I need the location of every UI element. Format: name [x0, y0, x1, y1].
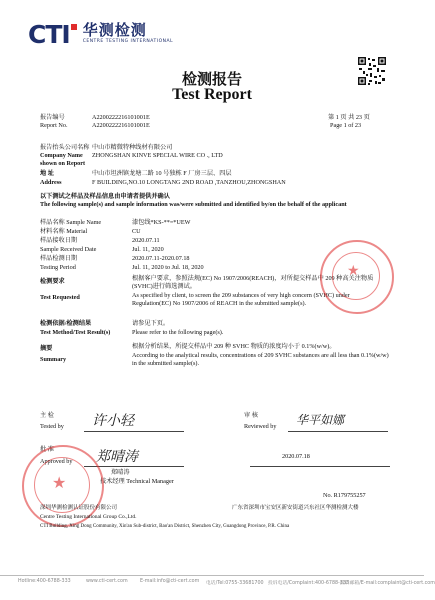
sample-field-value: Jul. 11, 2020 to Jul. 18, 2020: [132, 264, 204, 271]
address-label-cn: 地 址: [40, 170, 54, 177]
logo-brand: CTI: [28, 20, 70, 49]
approved-label-en: Approved by: [40, 458, 73, 465]
approval-date: 2020.07.18: [282, 453, 310, 460]
footer-email[interactable]: E-mail:info@cti-cert.com: [140, 579, 200, 584]
summary-value-cn: 根据分析结果，所提交样品中 209 种 SVHC 物质的浓度均小于 0.1%(w/w)。: [132, 343, 336, 350]
tested-signature: 许小轻: [92, 413, 134, 429]
address-label-en: Address: [40, 179, 62, 186]
company-footer-cn: 深圳华测检测认证股份有限公司: [40, 505, 118, 511]
logo-cn: 华测检测: [82, 21, 147, 39]
tested-label-en: Tested by: [40, 423, 64, 430]
company-footer-address-cn: 广东省深圳市宝安区新安街道兴东社区华测检测大楼: [232, 505, 359, 511]
logo-en: CENTRE TESTING INTERNATIONAL: [82, 39, 174, 44]
title-en: Test Report: [172, 86, 252, 103]
page-footer: [0, 575, 435, 588]
sample-field-value: CU: [132, 228, 141, 235]
reviewed-label-en: Reviewed by: [244, 423, 277, 430]
reviewed-label-cn: 审 核: [244, 412, 258, 419]
sample-field-label: Sample Received Date: [40, 246, 97, 253]
company-footer-en: Centre Testing International Group Co.,Ltd.: [40, 514, 137, 520]
title-cn: 检测报告: [181, 70, 242, 88]
tested-label-cn: 主 检: [40, 412, 54, 419]
summary-label-cn: 摘要: [40, 345, 53, 352]
footer-complaint-email[interactable]: 投诉邮箱/E-mail:complaint@cti-cert.com: [340, 581, 435, 586]
company-value-cn: 中山市精微特种线材有限公司: [92, 144, 173, 151]
method-value-en: Please refer to the following page(s).: [132, 329, 224, 336]
request-label-cn: 检测要求: [40, 278, 65, 285]
footer-tel: 电话/Tel:0755-33681700: [206, 581, 264, 586]
sample-field-value: Jul. 11, 2020: [132, 246, 164, 253]
reviewed-sign-line: [288, 431, 388, 432]
sample-intro-cn: 以下测试之样品及样品信息由申请者提供并确认: [40, 193, 170, 200]
page-indicator-cn: 第 1 页 共 23 页: [328, 114, 370, 121]
address-value-cn: 中山市坦洲镇龙塘二路 10 号独栋 F 厂房三层、四层: [92, 170, 232, 177]
date-line: [250, 466, 390, 467]
sample-field-label: 材料名称 Material: [40, 228, 88, 235]
report-no-label-cn: 报告编号: [40, 114, 65, 121]
company-footer-address-en: CTI Building, Xing Dong Community, Xin'an Sub-district, Bao'an District, Shenzhen City, Guangdong Province, P.R. China: [40, 524, 290, 529]
sample-intro-en: The following sample(s) and sample information was/were submitted and identified by/on the behalf of the applicant: [40, 201, 347, 208]
approved-label-cn: 批 准: [40, 446, 54, 453]
company-label-cn: 报告抬头公司名称: [40, 144, 90, 151]
footer-complaint: 投诉电话/Complaint:400-6788-333: [268, 581, 349, 586]
company-seal-star-icon: ★: [52, 473, 67, 492]
summary-label-en: Summary: [40, 356, 67, 363]
sample-field-value: 2020.07.11-2020.07.18: [132, 255, 190, 262]
report-no-label-en: Report No.: [40, 122, 68, 129]
method-label-cn: 检测依据/检测结果: [40, 320, 92, 327]
reviewed-signature: 华平如娜: [296, 413, 345, 427]
method-label-en: Test Method/Test Result(s): [40, 329, 111, 336]
summary-value-en: According to the analytical results, concentrations of 209 SVHC substances are all less than 0.1%(w/w) in the submitted sample(s).: [132, 352, 389, 367]
test-seal-star-icon: ★: [347, 263, 360, 279]
sample-field-label: 样品接收日期: [40, 237, 78, 244]
tested-sign-line: [84, 431, 184, 432]
method-value-cn: 请参见下页。: [132, 320, 170, 327]
request-value-cn: 根据客户要求，参照法规(EC) No 1907/2006(REACH)，对所提交样品中 209 种高关注物质(SVHC)进行筛选测试。: [132, 275, 374, 290]
company-value-en: ZHONGSHAN KINVE SPECIAL WIRE CO ., LTD: [92, 152, 223, 159]
page-indicator-en: Page 1 of 23: [330, 122, 362, 129]
sample-field-value: 2020.07.11: [132, 237, 160, 244]
sample-field-label: 样品名称 Sample Name: [40, 219, 102, 226]
footer-hotline: Hotline:400-6788-333: [18, 579, 71, 584]
footer-web[interactable]: www.cti-cert.com: [86, 579, 128, 584]
address-value-en: F BUILDING,NO.10 LONGTANG 2ND ROAD ,TANZHOU,ZHONGSHAN: [92, 179, 286, 186]
sample-field-value: 漆包线*KS-**=*UEW: [132, 219, 191, 226]
sample-field-label: Testing Period: [40, 264, 76, 271]
request-value-en: As specified by client, to screen the 209 substances of very high concern (SVHC) under Regulation(EC) No 1907/2006 of REACH in the submitted sample(s).: [132, 292, 350, 307]
approved-signature: 郑晴涛: [96, 449, 138, 465]
report-no-value: A2200222216101001E: [92, 114, 150, 121]
sample-field-label: 样品检测日期: [40, 255, 78, 262]
manager-name: 郑晴涛: [111, 469, 130, 476]
manager-title: 技术经理 Technical Manager: [100, 478, 174, 485]
cti-logo: [28, 22, 173, 48]
company-label-en2: shown on Report: [40, 160, 86, 167]
company-label-en: Company Name: [40, 152, 83, 159]
report-no-value-en: A2200222216101001E: [92, 122, 150, 129]
request-label-en: Test Requested: [40, 294, 80, 301]
serial-no: No. R179755257: [323, 492, 366, 499]
